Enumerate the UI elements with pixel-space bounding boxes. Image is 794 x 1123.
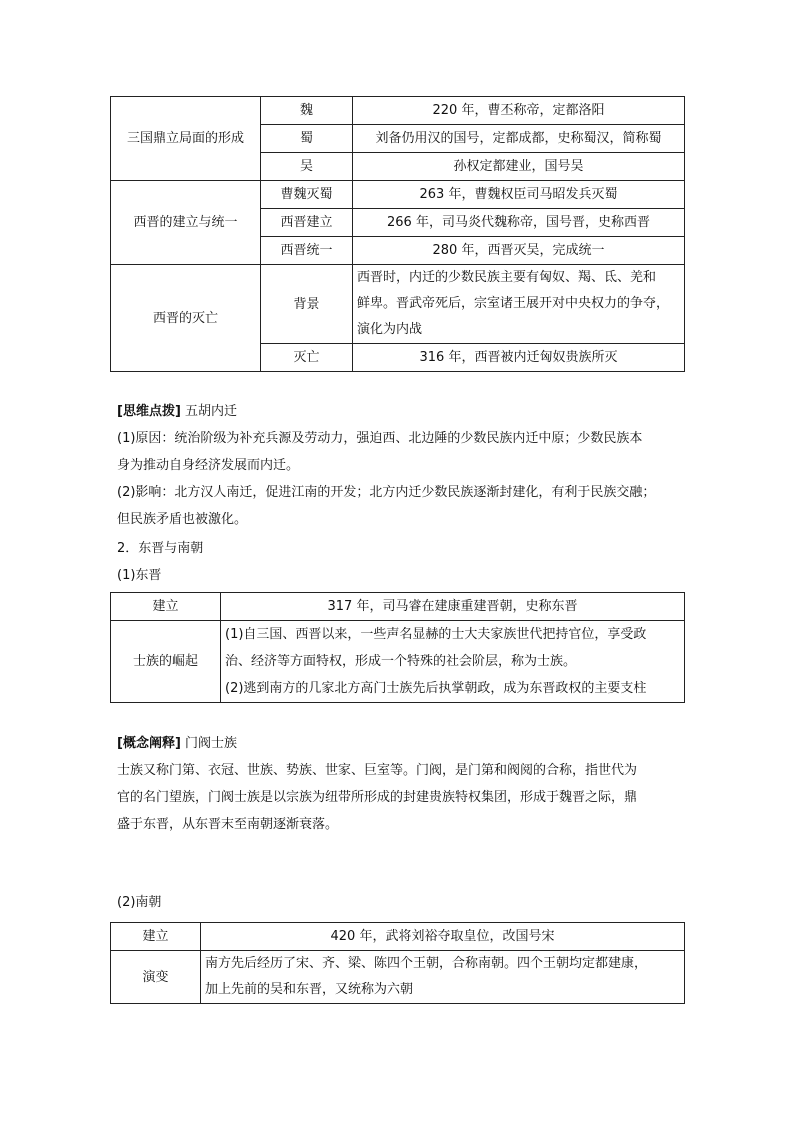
row-content xyxy=(221,621,685,703)
row-content: 420 年，武将刘裕夺取皇位，改国号宋 xyxy=(201,923,685,951)
note-tag: [概念阐释] xyxy=(117,736,181,751)
table-row xyxy=(111,97,685,125)
content-line: (1)自三国、西晋以来，一些声名显赫的士大夫家族世代把持官位，享受政 xyxy=(225,627,647,642)
table-eastern-jin xyxy=(110,592,685,703)
table-row xyxy=(111,265,685,344)
content-line: 南方先后经历了宋、齐、梁、陈四个王朝，合称南朝。四个王朝均定都建康， xyxy=(205,956,648,971)
note-tag: [思维点拨] xyxy=(117,404,181,419)
subsection-heading: (1)东晋 xyxy=(117,568,162,583)
note-line: (1)原因：统治阶级为补充兵源及劳动力，强迫西、北边陲的少数民族内迁中原；少数民族本 xyxy=(117,431,643,446)
content-line: 西晋时，内迁的少数民族主要有匈奴、羯、氐、羌和 xyxy=(357,270,657,285)
row-label: 建立 xyxy=(111,923,201,951)
note-heading xyxy=(117,398,655,425)
row-label: 曹魏灭蜀 xyxy=(261,181,353,209)
row-content: 317 年，司马睿在建康重建晋朝，史称东晋 xyxy=(221,593,685,621)
note-concept xyxy=(117,730,637,838)
row-content: 263 年，曹魏权臣司马昭发兵灭蜀 xyxy=(353,181,685,209)
row-label: 蜀 xyxy=(261,125,353,153)
note-heading xyxy=(117,730,637,757)
row-content: 316 年，西晋被内迁匈奴贵族所灭 xyxy=(353,344,685,372)
row-label: 演变 xyxy=(111,951,201,1004)
row-group-label: 西晋的灭亡 xyxy=(111,265,261,372)
row-label: 吴 xyxy=(261,153,353,181)
table-southern-dynasties xyxy=(110,922,685,1004)
content-line: 演化为内战 xyxy=(357,322,423,337)
content-line: 加上先前的吴和东晋，又统称为六朝 xyxy=(205,982,414,997)
note-line: (2)影响：北方汉人南迁，促进江南的开发；北方内迁少数民族逐渐封建化，有利于民族交融； xyxy=(117,485,656,500)
table-row xyxy=(111,923,685,951)
note-title: 五胡内迁 xyxy=(185,404,238,419)
subsection-block xyxy=(117,889,161,916)
note-line: 盛于东晋，从东晋末至南朝逐渐衰落。 xyxy=(117,817,339,832)
row-label: 建立 xyxy=(111,593,221,621)
note-line: 身为推动自身经济发展而内迁。 xyxy=(117,458,300,473)
row-content: 220 年，曹丕称帝，定都洛阳 xyxy=(353,97,685,125)
row-content: 266 年，司马炎代魏称帝，国号晋，史称西晋 xyxy=(353,209,685,237)
note-title: 门阀士族 xyxy=(185,736,238,751)
content-line: 治、经济等方面特权，形成一个特殊的社会阶层，称为士族。 xyxy=(225,654,577,669)
row-label: 灭亡 xyxy=(261,344,353,372)
note-line: 官的名门望族，门阀士族是以宗族为纽带所形成的封建贵族特权集团，形成于魏晋之际，鼎 xyxy=(117,790,638,805)
row-content xyxy=(353,265,685,344)
row-content xyxy=(201,951,685,1004)
note-line: 士族又称门第、衣冠、世族、势族、世家、巨室等。门阀，是门第和阀阅的合称，指世代为 xyxy=(117,763,638,778)
row-group-label: 三国鼎立局面的形成 xyxy=(111,97,261,181)
note-line: 但民族矛盾也被激化。 xyxy=(117,512,248,527)
table-row xyxy=(111,951,685,1004)
note-thinking-tips xyxy=(117,398,655,533)
row-group-label: 西晋的建立与统一 xyxy=(111,181,261,265)
content-line: (2)逃到南方的几家北方高门士族先后执掌朝政，成为东晋政权的主要支柱 xyxy=(225,681,647,696)
subsection-heading: (2)南朝 xyxy=(117,895,162,910)
row-label: 魏 xyxy=(261,97,353,125)
row-label: 背景 xyxy=(261,265,353,344)
row-label: 西晋统一 xyxy=(261,237,353,265)
row-content: 280 年，西晋灭吴，完成统一 xyxy=(353,237,685,265)
table-row xyxy=(111,181,685,209)
row-label: 士族的崛起 xyxy=(111,621,221,703)
table-row xyxy=(111,621,685,703)
section-heading-block xyxy=(117,535,203,589)
section-heading: 2．东晋与南朝 xyxy=(117,541,204,556)
row-content: 孙权定都建业，国号吴 xyxy=(353,153,685,181)
table-three-kingdoms-western-jin xyxy=(110,96,685,372)
content-line: 鲜卑。晋武帝死后，宗室诸王展开对中央权力的争夺， xyxy=(357,296,670,311)
row-content: 刘备仍用汉的国号，定都成都，史称蜀汉，简称蜀 xyxy=(353,125,685,153)
row-label: 西晋建立 xyxy=(261,209,353,237)
table-row xyxy=(111,593,685,621)
